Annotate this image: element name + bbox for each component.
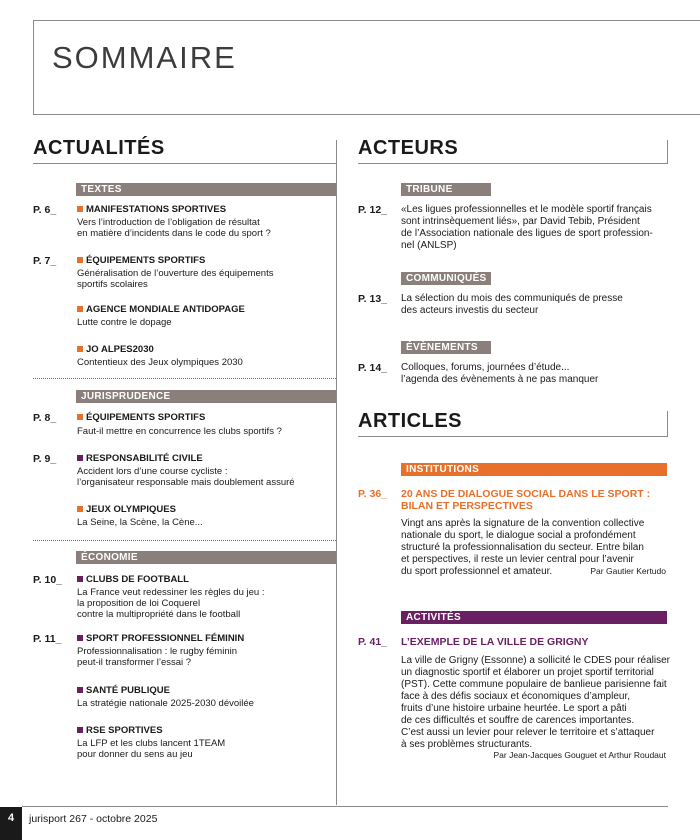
section-separator [33,378,336,379]
orange-square-icon [77,206,83,212]
category-economie: ÉCONOMIE [76,551,336,564]
column-divider [336,140,337,805]
article-description: Vingt ans après la signature de la convention collective nationale du sport, le dialogue social a profondément structuré la professionnalisation du secteur. Entre bilan et perspectives, il reste un levier central pour l’avenir du sport professionnel et amateur. [401,518,645,577]
keyword-label: ÉQUIPEMENTS SPORTIFS [86,412,206,423]
page-ref: P. 41_ [358,636,388,648]
acteurs-rule-end [667,140,668,163]
page-ref: P. 11_ [33,633,62,645]
page-title: SOMMAIRE [52,40,237,75]
category-communiques: COMMUNIQUÉS [401,272,491,285]
keyword [77,504,176,515]
item-description: «Les ligues professionnelles et le modèle sportif français sont intrinsèquement liés», par David Tebib, Président de l’Association nationale des ligues de sport profession- nel (ANLSP) [401,204,653,251]
item-description: La Seine, la Scène, la Cène... [77,517,203,528]
category-textes: TEXTES [76,183,336,196]
keyword [77,304,245,315]
keyword [77,412,205,423]
item-description: Lutte contre le dopage [77,317,172,328]
keyword-label: JEUX OLYMPIQUES [86,504,176,515]
footer-publication: jurisport 267 - octobre 2025 [29,813,158,825]
category-jurisprudence: JURISPRUDENCE [76,390,336,403]
footer-rule [22,806,668,807]
actualites-rule [33,163,336,164]
item-description: La France veut redessiner les règles du jeu : la proposition de loi Coquerel contre la multipropriété dans le football [77,587,265,620]
footer-page-number: 4 [0,807,22,840]
keyword-label: JO ALPES2030 [86,344,154,355]
article-author: Par Gautier Kertudo [590,566,666,576]
item-description: Faut-il mettre en concurrence les clubs sportifs ? [77,426,282,437]
keyword-label: SANTÉ PUBLIQUE [86,685,170,696]
article-title: 20 ANS DE DIALOGUE SOCIAL DANS LE SPORT : BILAN ET PERSPECTIVES [401,488,651,512]
articles-heading: ARTICLES [358,410,462,432]
orange-square-icon [77,346,83,352]
item-description: La sélection du mois des communiqués de presse des acteurs investis du secteur [401,293,623,316]
item-description: Colloques, forums, journées d’étude... l’agenda des évènements à ne pas manquer [401,362,599,385]
page-ref: P. 7_ [33,255,57,267]
page-ref: P. 8_ [33,412,57,424]
keyword-label: RESPONSABILITÉ CIVILE [86,453,203,464]
article-title: L’EXEMPLE DE LA VILLE DE GRIGNY [401,636,589,648]
keyword [77,255,205,266]
item-description: La LFP et les clubs lancent 1TEAM pour donner du sens au jeu [77,738,226,760]
articles-rule-end [667,411,668,436]
item-description: Contentieux des Jeux olympiques 2030 [77,357,243,368]
orange-square-icon [77,306,83,312]
item-description: Généralisation de l’ouverture des équipements sportifs scolaires [77,268,274,290]
item-description: Professionnalisation : le rugby féminin peut-il transformer l’essai ? [77,646,238,668]
keyword-label: ÉQUIPEMENTS SPORTIFS [86,255,206,266]
keyword-label: SPORT PROFESSIONNEL FÉMININ [86,633,245,644]
keyword [77,725,163,736]
page-ref: P. 12_ [358,204,388,216]
keyword-label: CLUBS DE FOOTBALL [86,574,189,585]
keyword-label: AGENCE MONDIALE ANTIDOPAGE [86,304,245,315]
articles-rule [358,436,668,437]
orange-square-icon [77,257,83,263]
page-ref: P. 9_ [33,453,57,465]
orange-square-icon [77,414,83,420]
page-ref: P. 14_ [358,362,388,374]
purple-square-icon [77,576,83,582]
category-institutions: INSTITUTIONS [401,463,667,476]
category-evenements: ÉVÈNEMENTS [401,341,491,354]
item-description: Accident lors d’une course cycliste : l’organisateur responsable mais doublement assuré [77,466,295,488]
acteurs-heading: ACTEURS [358,137,459,159]
item-description: Vers l’introduction de l’obligation de résultat en matière d’incidents dans le code du sport ? [77,217,271,239]
page-ref: P. 13_ [358,293,388,305]
page-ref: P. 36_ [358,488,388,500]
page-ref: P. 10_ [33,574,63,586]
keyword [77,453,203,464]
category-tribune: TRIBUNE [401,183,491,196]
purple-square-icon [77,635,83,641]
article-description: La ville de Grigny (Essonne) a sollicité le CDES pour réaliser un diagnostic sportif et élaborer un projet sportif territorial (PST). Cette commune populaire de banlieue parisienne fait face à des défis sociaux et économiques d’ampleur, fruits d’une histoire urbaine heurtée. Le sport a pâti de ces difficultés et souffre de carences importantes. C’est aussi un levier pour relever le territoire et s’attaquer à ses problèmes structurants. [401,655,671,750]
keyword-label: MANIFESTATIONS SPORTIVES [86,204,227,215]
purple-square-icon [77,687,83,693]
keyword-label: RSE SPORTIVES [86,725,163,736]
category-activites: ACTIVITÉS [401,611,667,624]
article-author: Par Jean-Jacques Gouguet et Arthur Roudaut [493,750,666,760]
keyword [77,685,170,696]
actualites-heading: ACTUALITÉS [33,137,165,159]
keyword [77,633,244,644]
keyword [77,344,154,355]
purple-square-icon [77,727,83,733]
item-description: La stratégie nationale 2025-2030 dévoilée [77,698,254,709]
section-separator [33,540,336,541]
keyword [77,204,226,215]
orange-square-icon [77,506,83,512]
acteurs-rule [358,163,668,164]
keyword [77,574,189,585]
page-ref: P. 6_ [33,204,57,216]
purple-square-icon [77,455,83,461]
